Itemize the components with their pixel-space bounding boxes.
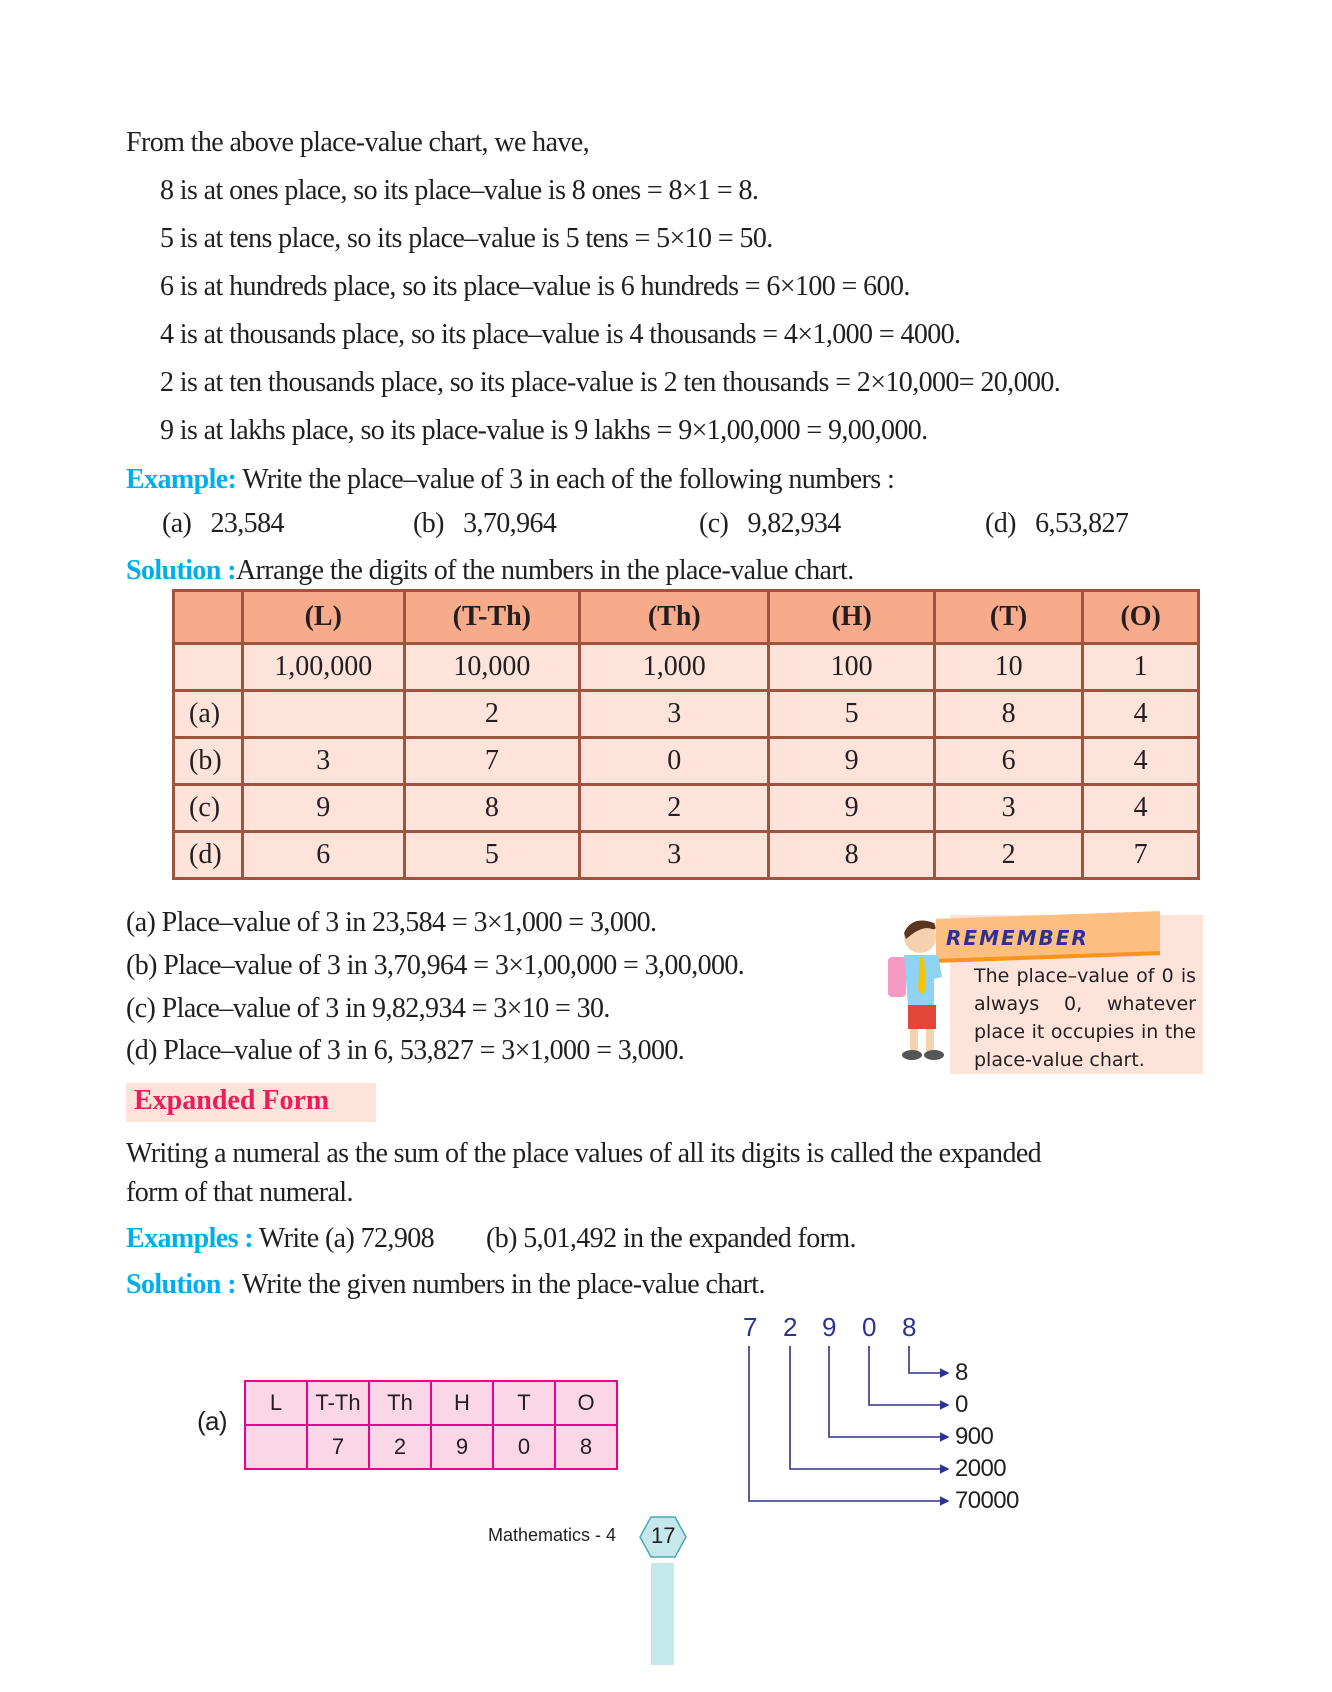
place-value-line: 2 is at ten thousands place, so its place-value is 2 ten thousands = 2×10,000= 20,000. (160, 367, 1061, 398)
examples-text: Write (a) 72,908 (258, 1223, 435, 1254)
cell: 6 (934, 738, 1082, 785)
header-cell: O (555, 1381, 617, 1425)
item-key: (c) (699, 508, 729, 539)
cell: 2 (580, 785, 769, 832)
place-value-line: 5 is at tens place, so its place–value is 5 tens = 5×10 = 50. (160, 223, 773, 254)
answer-line: (d) Place–value of 3 in 6, 53,827 = 3×1,000 = 3,000. (126, 1035, 685, 1066)
cell: 100 (769, 644, 934, 691)
header-cell: L (245, 1381, 307, 1425)
remember-title: REMEMBER (946, 926, 1089, 950)
diagram-value: 0 (955, 1391, 968, 1418)
cell: 3 (580, 691, 769, 738)
header-cell: H (431, 1381, 493, 1425)
header-cell: T (493, 1381, 555, 1425)
header-cell: (T) (934, 591, 1082, 644)
cell: 9 (769, 738, 934, 785)
cell: 0 (580, 738, 769, 785)
cell: 8 (769, 832, 934, 879)
cell: 6 (242, 832, 404, 879)
header-cell: (T-Th) (404, 591, 580, 644)
definition-text: form of that numeral. (126, 1177, 353, 1208)
cell: 4 (1083, 785, 1199, 832)
cell: 1,000 (580, 644, 769, 691)
examples-label: Examples : (126, 1223, 254, 1254)
diagram-value: 8 (955, 1359, 968, 1386)
item-value: 6,53,827 (1035, 508, 1129, 539)
diagram-value: 900 (955, 1423, 994, 1450)
item-value: 23,584 (210, 508, 284, 539)
definition-text: Writing a numeral as the sum of the place values of all its digits is called the expanded (126, 1138, 1042, 1169)
small-table-label: (a) (197, 1406, 227, 1436)
intro-text: From the above place-value chart, we have, (126, 127, 590, 158)
place-value-line: 9 is at lakhs place, so its place-value is 9 lakhs = 9×1,00,000 = 9,00,000. (160, 415, 928, 446)
header-cell: (H) (769, 591, 934, 644)
cell: 5 (769, 691, 934, 738)
answer-line: (a) Place–value of 3 in 23,584 = 3×1,000 = 3,000. (126, 907, 657, 938)
solution-text: Arrange the digits of the numbers in the place-value chart. (235, 555, 854, 586)
place-value-line: 4 is at thousands place, so its place–value is 4 thousands = 4×1,000 = 4000. (160, 319, 961, 350)
header-cell: T-Th (307, 1381, 369, 1425)
cell: (a) (174, 691, 243, 738)
header-cell: Th (369, 1381, 431, 1425)
header-cell: (L) (242, 591, 404, 644)
header-cell: (O) (1083, 591, 1199, 644)
cell: 0 (493, 1425, 555, 1469)
solution-text: Write the given numbers in the place-value chart. (241, 1269, 765, 1300)
cell: 3 (242, 738, 404, 785)
remember-text: The place–value of 0 is always 0, whatever place it occupies in the place-value chart. (974, 965, 1196, 1071)
item-value: 9,82,934 (747, 508, 841, 539)
cell: (b) (174, 738, 243, 785)
item-key: (b) (413, 508, 444, 539)
place-value-line: 8 is at ones place, so its place–value is 8 ones = 8×1 = 8. (160, 175, 759, 206)
header-cell: (Th) (580, 591, 769, 644)
cell: 1,00,000 (242, 644, 404, 691)
cell: 10 (934, 644, 1082, 691)
cell: 7 (1083, 832, 1199, 879)
diagram-digit: 7 (743, 1312, 757, 1342)
cell: 3 (934, 785, 1082, 832)
diagram-value: 2000 (955, 1455, 1006, 1482)
diagram-digit: 8 (902, 1312, 916, 1342)
answer-line: (c) Place–value of 3 in 9,82,934 = 3×10 = 30. (126, 993, 610, 1024)
page-number: 17 (651, 1523, 676, 1548)
place-value-line: 6 is at hundreds place, so its place–value is 6 hundreds = 6×100 = 600. (160, 271, 910, 302)
cell: 7 (404, 738, 580, 785)
solution-label: Solution : (126, 1269, 236, 1300)
page-tab-bar (651, 1563, 674, 1665)
cell: 8 (934, 691, 1082, 738)
footer-book-title: Mathematics - 4 (488, 1525, 617, 1545)
cell: 8 (404, 785, 580, 832)
cell: 4 (1083, 738, 1199, 785)
item-key: (d) (985, 508, 1016, 539)
answer-line: (b) Place–value of 3 in 3,70,964 = 3×1,00,000 = 3,00,000. (126, 950, 745, 981)
example-text: Write the place–value of 3 in each of the following numbers : (242, 464, 895, 495)
diagram-value: 70000 (955, 1487, 1019, 1514)
cell: 2 (404, 691, 580, 738)
item-key: (a) (162, 508, 192, 539)
cell: 7 (307, 1425, 369, 1469)
expanded-form-title: Expanded Form (134, 1085, 330, 1116)
diagram-digit: 0 (862, 1312, 876, 1342)
cell: 2 (369, 1425, 431, 1469)
cell: 1 (1083, 644, 1199, 691)
diagram-digit: 2 (783, 1312, 797, 1342)
item-value: 3,70,964 (463, 508, 557, 539)
cell: 5 (404, 832, 580, 879)
cell: 9 (431, 1425, 493, 1469)
solution-label: Solution : (126, 555, 236, 586)
example-label: Example: (126, 464, 237, 495)
cell: 2 (934, 832, 1082, 879)
cell: (d) (174, 832, 243, 879)
diagram-digit: 9 (822, 1312, 836, 1342)
cell: 8 (555, 1425, 617, 1469)
examples-text-b: (b) 5,01,492 in the expanded form. (486, 1223, 856, 1254)
cell: (c) (174, 785, 243, 832)
cell: 3 (580, 832, 769, 879)
cell: 10,000 (404, 644, 580, 691)
cell: 9 (769, 785, 934, 832)
cell: 4 (1083, 691, 1199, 738)
cell: 9 (242, 785, 404, 832)
